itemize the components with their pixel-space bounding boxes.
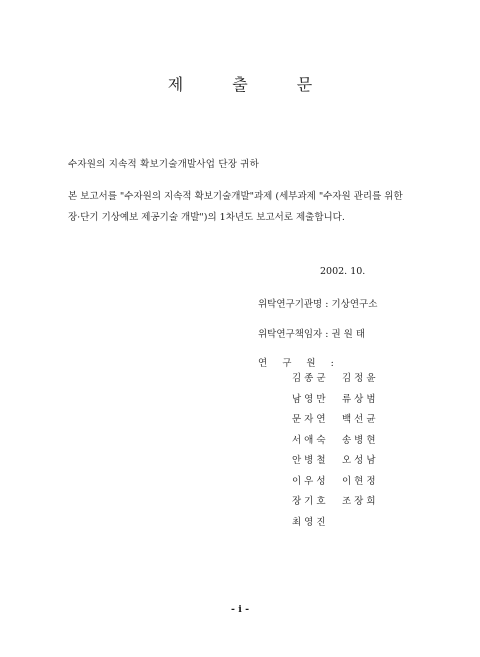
researcher-name: 김종군	[292, 373, 329, 384]
researcher-name: 백선균	[342, 414, 379, 425]
researcher-name: 조장희	[342, 496, 379, 507]
researcher-name: 서애숙	[292, 434, 329, 446]
addressee-line: 수자원의 지속적 확보기술개발사업 단장 귀하	[68, 159, 260, 170]
researcher-name: 이우성	[292, 475, 329, 487]
submission-statement	[68, 186, 418, 228]
statement-line: 장·단기 기상예보 제공기술 개발")의 1차년도 보고서로 제출합니다.	[68, 212, 345, 223]
statement-line: 본 보고서를 "수자원의 지속적 확보기술개발"과제 (세부과제 "수자원 관리를 위한	[68, 191, 403, 202]
researcher-name: 장기호	[292, 496, 329, 507]
researcher-name: 송병현	[342, 434, 379, 446]
researcher-name: 최영진	[292, 516, 329, 528]
researchers-label: 연 구 원 :	[258, 358, 340, 369]
researcher-name: 이현정	[342, 475, 379, 487]
researcher-name: 김정윤	[342, 373, 379, 384]
lead-researcher-line: 위탁연구책임자 : 권 원 태	[258, 329, 366, 340]
researcher-name: 문자연	[292, 414, 329, 425]
page-number: - i -	[230, 604, 250, 615]
institution-line: 위탁연구기관명 : 기상연구소	[258, 299, 378, 310]
researcher-list	[292, 373, 402, 529]
researcher-name: 류상범	[342, 393, 379, 405]
researcher-name: 남영만	[292, 393, 329, 405]
researcher-name: 안병철	[292, 455, 329, 466]
submission-date: 2002. 10.	[320, 266, 366, 277]
researcher-name: 오성남	[342, 455, 379, 466]
document-title: 제 출 문	[167, 75, 335, 94]
